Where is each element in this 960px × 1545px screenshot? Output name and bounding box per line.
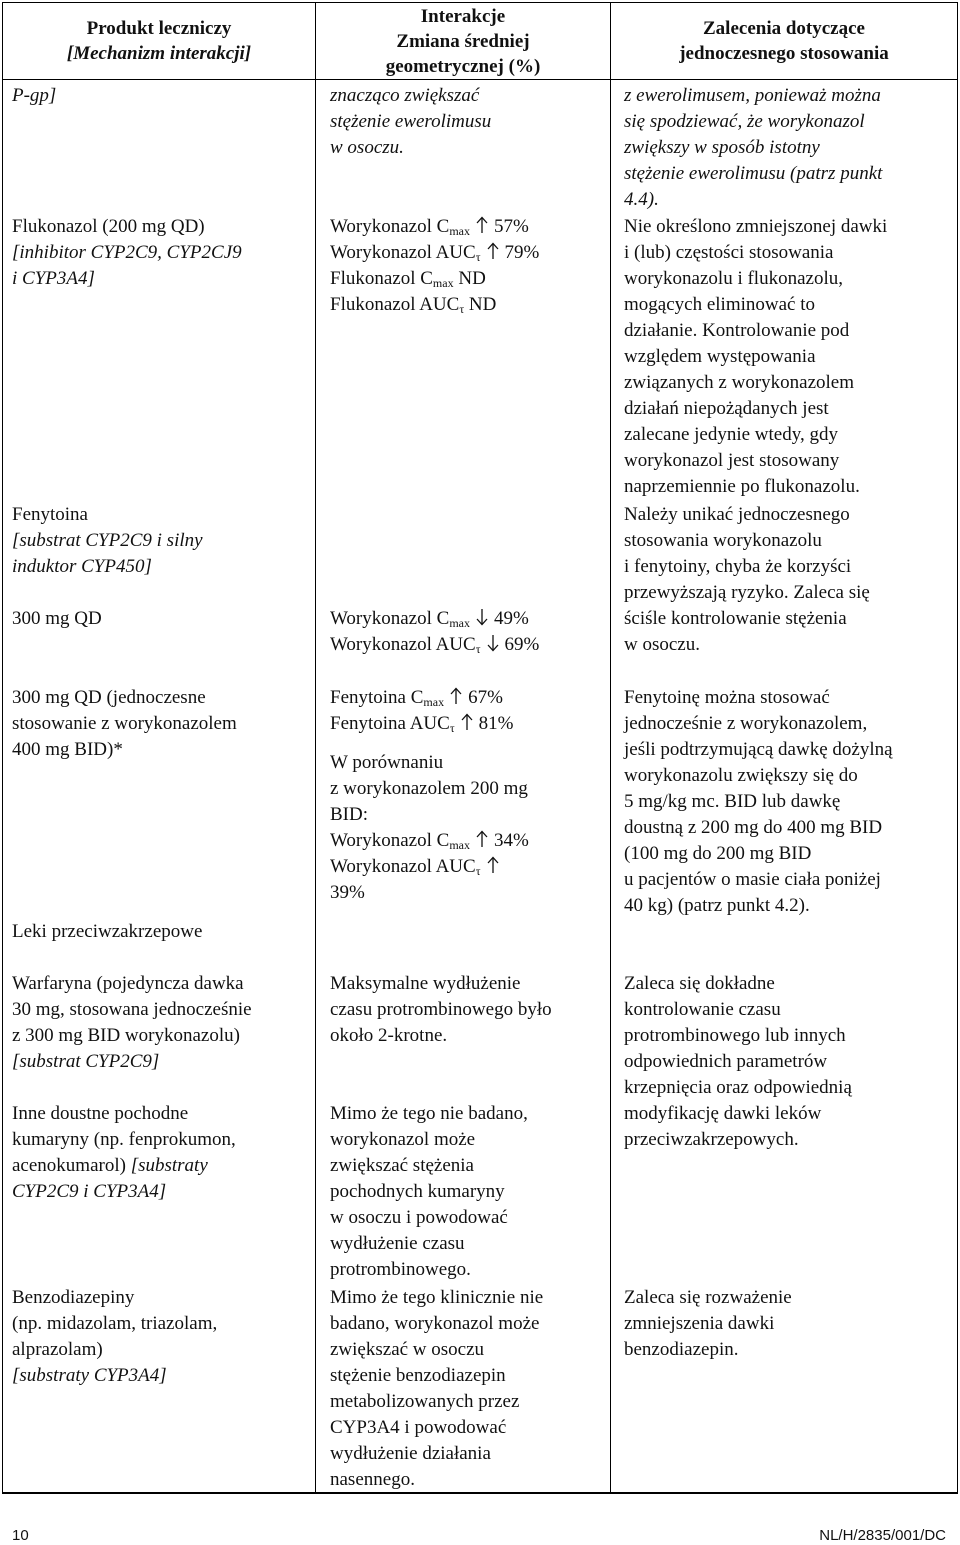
pk-line: Flukonazol $AUC_\tau$ ND [330,294,497,316]
row1-recommendation-line: zwiększy w sposób istotny [624,137,820,158]
row3-dose2-line: 400 mg BID)* [12,739,123,760]
row3-recommendation-line: przewyższają ryzyko. Zaleca się [624,582,870,603]
coumarins-interaction-line: protrombinowego. [330,1259,471,1280]
row4-recommendation-line: protrombinowego lub innych [624,1025,846,1046]
row5-recommendation-line: zmniejszenia dawki [624,1313,775,1334]
coumarins-interaction-line: zwiększać stężenia [330,1155,474,1176]
row5-interaction-line: badano, worykonazol może [330,1313,540,1334]
coumarins-interaction-line: worykonazol może [330,1129,476,1150]
row2-recommendation-line: i (lub) częstości stosowania [624,242,834,263]
comparison-line: z worykonazolem 200 mg [330,778,528,799]
row3-product-name: Fenytoina [12,504,88,525]
row1-recommendation [624,83,882,213]
row3-recommendation-line: jednocześnie z worykonazolem, [624,713,868,734]
arrow-up-icon [486,242,500,260]
arrow-up-icon [449,687,463,705]
pk-value: 39% [330,882,365,903]
row3-product-mechanism: induktor CYP450] [12,556,152,577]
row4-recommendation [624,971,852,1153]
row1-interaction-line: znacząco zwiększać [330,85,480,106]
row3-interaction1 [330,606,539,658]
row3-recommendation-line: 5 mg/kg mc. BID lub dawkę [624,791,841,812]
row1-recommendation-line: stężenie ewerolimusu (patrz punkt [624,163,883,184]
row4-heading [12,919,202,945]
coumarins-interaction-line: w osoczu i powodować [330,1207,508,1228]
row3-product-mechanism: [substrat CYP2C9 i silny [12,530,203,551]
row3-recommendation-line: 40 kg) (patrz punkt 4.2). [624,895,810,916]
row3-recommendation1 [624,502,870,658]
row5-recommendation-line: Zaleca się rozważenie [624,1287,792,1308]
row2-product-mechanism: i CYP3A4] [12,268,95,289]
benzodiazepines-mechanism: [substraty CYP3A4] [12,1365,167,1386]
row1-product [12,83,56,109]
row3-recommendation-line: stosowania worykonazolu [624,530,822,551]
row3-dose2-line: 300 mg QD (jednoczesne [12,687,206,708]
pk-line: Worykonazol $AUC_\tau$ [330,854,529,880]
warfarin-line: z 300 mg BID worykonazolu) [12,1025,240,1046]
coumarins-interaction-line: pochodnych kumaryny [330,1181,505,1202]
row3-dose2 [12,685,237,763]
warfarin-interaction-line: Maksymalne wydłużenie [330,973,521,994]
row5-recommendation [624,1285,792,1363]
row4-recommendation-line: Zaleca się dokładne [624,973,775,994]
row3-recommendation-line: Fenytoinę można stosować [624,687,830,708]
row3-dose1-text: 300 mg QD [12,608,102,629]
header-interactions-sub2: geometrycznej (%) [385,56,541,77]
row2-interaction [330,214,539,318]
arrow-up-icon [486,856,500,874]
header-product [3,16,315,66]
comparison-line: BID: [330,804,368,825]
arrow-down-icon [475,608,489,626]
row3-recommendation-line: w osoczu. [624,634,700,655]
row4-coumarins [12,1101,236,1205]
warfarin-line: 30 mg, stosowana jednocześnie [12,999,252,1020]
row3-dose2-line: stosowanie z worykonazolem [12,713,237,734]
row1-recommendation-line: z ewerolimusem, ponieważ można [624,85,881,106]
row4-recommendation-line: odpowiednich parametrów [624,1051,828,1072]
row4-warfarin-interaction [330,971,552,1049]
row4-recommendation-line: kontrolowanie czasu [624,999,781,1020]
warfarin-interaction-line: czasu protrombinowego było [330,999,552,1020]
row3-recommendation-line: ściśle kontrolowanie stężenia [624,608,847,629]
arrow-up-icon [460,713,474,731]
header-product-title: Produkt leczniczy [86,18,232,39]
row1-recommendation-line: 4.4). [624,189,659,210]
row2-recommendation-line: zalecane jedynie wtedy, gdy [624,424,839,445]
arrow-up-icon [475,216,489,234]
row3-interaction2 [330,685,529,906]
warfarin-line: Warfaryna (pojedyncza dawka [12,973,244,994]
row1-product-text: P-gp] [12,85,57,106]
benzodiazepines-line: alprazolam) [12,1339,103,1360]
coumarins-line: acenokumarol) [substraty [12,1155,208,1176]
pk-line: Worykonazol $C_{max}$ 49% [330,608,529,630]
pk-line: Fenytoina $C_{max}$ 67% [330,687,503,709]
row1-recommendation-line: się spodziewać, że worykonazol [624,111,865,132]
row5-interaction-line: stężenie benzodiazepin [330,1365,506,1386]
row5-interaction-line: CYP3A4 i powodować [330,1417,507,1438]
warfarin-mechanism: [substrat CYP2C9] [12,1051,160,1072]
header-interactions-sub1: Zmiana średniej [396,31,530,52]
benzodiazepines-line: (np. midazolam, triazolam, [12,1313,218,1334]
row1-interaction [330,83,491,161]
row1-interaction-line: stężenie ewerolimusu [330,111,492,132]
header-interactions [316,4,610,79]
row5-interaction-line: zwiększać w osoczu [330,1339,485,1360]
row2-recommendation-line: worykonazol jest stosowany [624,450,840,471]
row1-interaction-line: w osoczu. [330,137,404,158]
pk-line: Fenytoina $AUC_\tau$ 81% [330,713,514,735]
row2-recommendation-line: działań niepożądanych jest [624,398,829,419]
pk-line: Worykonazol $AUC_\tau$ 79% [330,242,540,264]
row2-recommendation-line: mogących eliminować to [624,294,815,315]
row3-recommendation-line: jeśli podtrzymującą dawkę dożylną [624,739,893,760]
row4-coumarins-interaction [330,1101,528,1283]
header-recommendations-title: Zalecenia dotyczące [703,18,865,39]
row5-interaction-line: metabolizowanych przez [330,1391,520,1412]
pk-line: Worykonazol $AUC_\tau$ 69% [330,634,540,656]
row2-product-name: Flukonazol (200 mg QD) [12,216,205,237]
row4-recommendation-line: przeciwzakrzepowych. [624,1129,799,1150]
coumarins-mechanism: CYP2C9 i CYP3A4] [12,1181,167,1202]
row3-recommendation-line: u pacjentów o masie ciała poniżej [624,869,881,890]
row5-product [12,1285,217,1389]
document-code: NL/H/2835/001/DC [819,1527,946,1544]
header-product-mechanism: [Mechanizm interakcji] [66,43,252,64]
row3-recommendation-line: worykonazolu zwiększy się do [624,765,858,786]
arrow-up-icon [475,830,489,848]
row5-interaction-line: nasennego. [330,1469,415,1490]
anticoagulants-heading: Leki przeciwzakrzepowe [12,921,203,942]
row2-recommendation-line: względem występowania [624,346,816,367]
row3-recommendation-line: (100 mg do 200 mg BID [624,843,812,864]
row3-dose1 [12,606,102,632]
row4-warfarin [12,971,252,1075]
row3-recommendation-line: Należy unikać jednoczesnego [624,504,850,525]
row3-recommendation2 [624,685,893,919]
warfarin-interaction-line: około 2-krotne. [330,1025,448,1046]
row3-recommendation-line: i fenytoiny, chyba że korzyści [624,556,852,577]
pk-line: Flukonazol $C_{max}$ ND [330,268,486,290]
row5-interaction [330,1285,543,1493]
arrow-down-icon [486,634,500,652]
row2-product [12,214,242,292]
row5-interaction-line: wydłużenie działania [330,1443,491,1464]
row3-product [12,502,203,580]
row2-product-mechanism: [inhibitor CYP2C9, CYP2CJ9 [12,242,242,263]
row2-recommendation-line: worykonazolu i flukonazolu, [624,268,843,289]
row2-recommendation [624,214,887,500]
benzodiazepines-line: Benzodiazepiny [12,1287,135,1308]
pk-line: Worykonazol $C_{max}$ 57% [330,216,529,238]
header-recommendations-sub: jednoczesnego stosowania [679,43,889,64]
row4-recommendation-line: krzepnięcia oraz odpowiednią [624,1077,852,1098]
row2-recommendation-line: związanych z worykonazolem [624,372,855,393]
comparison-line: W porównaniu [330,752,444,773]
row4-recommendation-line: modyfikację dawki leków [624,1103,822,1124]
coumarins-interaction-line: Mimo że tego nie badano, [330,1103,528,1124]
row2-recommendation-line: działanie. Kontrolowanie pod [624,320,850,341]
pk-line: Worykonazol $C_{max}$ 34% [330,830,529,852]
page-number: 10 [12,1527,29,1544]
coumarins-line: Inne doustne pochodne [12,1103,189,1124]
row2-recommendation-line: naprzemiennie po flukonazolu. [624,476,860,497]
row3-recommendation-line: doustną z 200 mg do 400 mg BID [624,817,883,838]
header-recommendations [611,16,957,66]
header-interactions-title: Interakcje [420,6,506,27]
row2-recommendation-line: Nie określono zmniejszonej dawki [624,216,888,237]
coumarins-interaction-line: wydłużenie czasu [330,1233,465,1254]
coumarins-line: kumaryny (np. fenprokumon, [12,1129,236,1150]
row5-interaction-line: Mimo że tego klinicznie nie [330,1287,544,1308]
row5-recommendation-line: benzodiazepin. [624,1339,739,1360]
